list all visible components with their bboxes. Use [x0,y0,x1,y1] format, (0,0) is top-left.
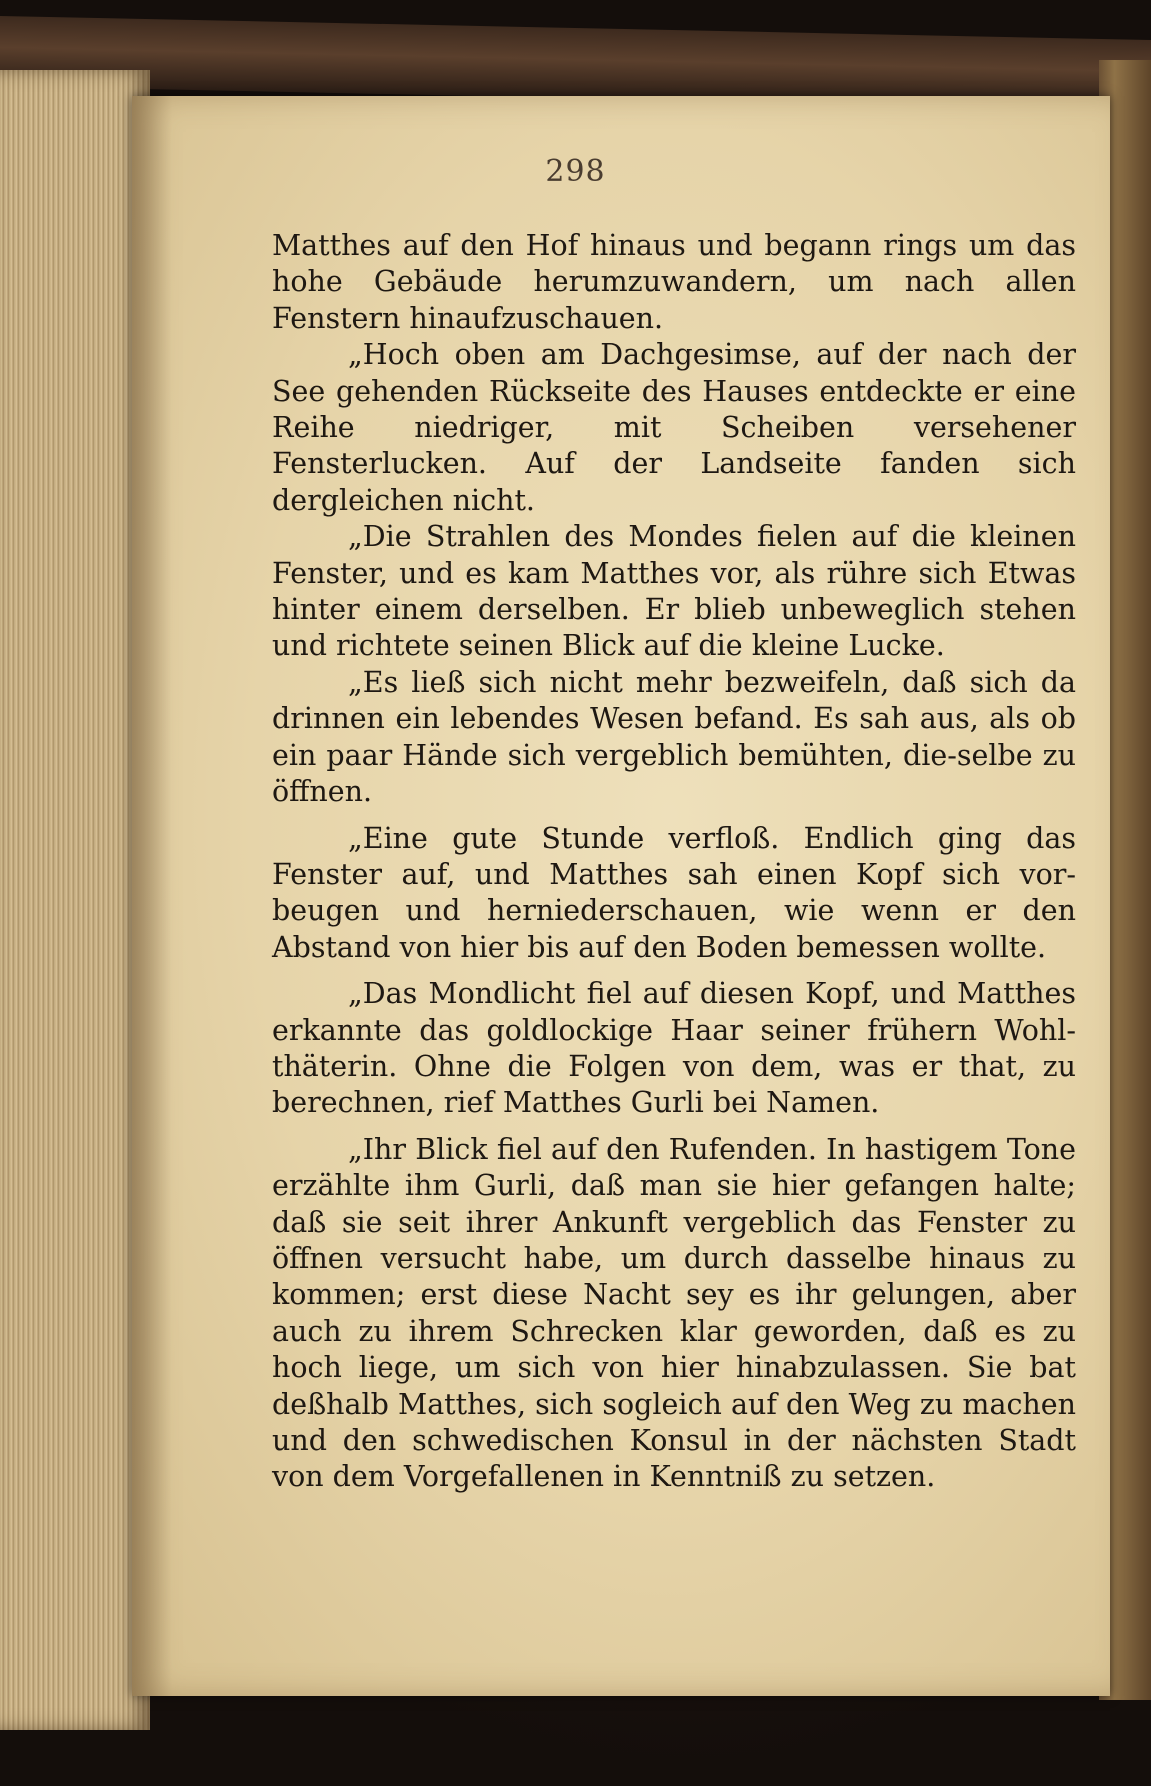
body-text [272,228,1076,1496]
gutter-shadow [132,96,172,1696]
page-number: 298 [545,154,606,189]
paragraph: „Ihr Blick fiel auf den Rufenden. In hastigem Tone erzählte ihm Gurli, daß man sie hier gefangen halte; daß sie seit ihrer Ankunft vergeblich das Fenster zu öffnen versucht habe, um durch dasselbe hinaus zu kommen; erst diese Nacht sey es ihr gelungen, aber auch zu ihrem Schrecken klar geworden, daß es zu hoch liege, um sich von hier hinabzulassen. Sie bat deßhalb Matthes, sich sogleich auf den Weg zu machen und den schwedischen Konsul in der nächsten Stadt von dem Vorgefallenen in Kenntniß zu setzen. [272,1132,1076,1494]
paragraph: „Das Mondlicht fiel auf diesen Kopf, und Matthes erkannte das goldlockige Haar seiner frühern Wohl-thäterin. Ohne die Folgen von dem, was er that, zu berechnen, rief Matthes Gurli bei Namen. [272,977,1076,1120]
paragraph: „Eine gute Stunde verfloß. Endlich ging das Fenster auf, und Matthes sah einen Kopf sich vor-beugen und herniederschauen, wie wenn er den Abstand von hier bis auf den Boden bemessen wollte. [272,821,1076,964]
page-edges [0,70,150,1730]
paragraph: „Die Strahlen des Mondes fielen auf die kleinen Fenster, und es kam Matthes vor, als rühre sich Etwas hinter einem derselben. Er blieb unbeweglich stehen und richtete seinen Blick auf die kleine Lucke. [272,520,1076,663]
paragraph: Matthes auf den Hof hinaus und begann rings um das hohe Gebäude herumzuwandern, um nach allen Fenstern hinaufzuschauen. [272,229,1076,335]
paragraph: „Hoch oben am Dachgesimse, auf der nach der See gehenden Rückseite des Hauses entdeckte er eine Reihe niedriger, mit Scheiben versehener Fensterlucken. Auf der Landseite fanden sich dergleichen nicht. [272,338,1076,517]
paragraph: „Es ließ sich nicht mehr bezweifeln, daß sich da drinnen ein lebendes Wesen befand. Es sah aus, als ob ein paar Hände sich vergeblich bemühten, die-selbe zu öffnen. [272,665,1076,809]
